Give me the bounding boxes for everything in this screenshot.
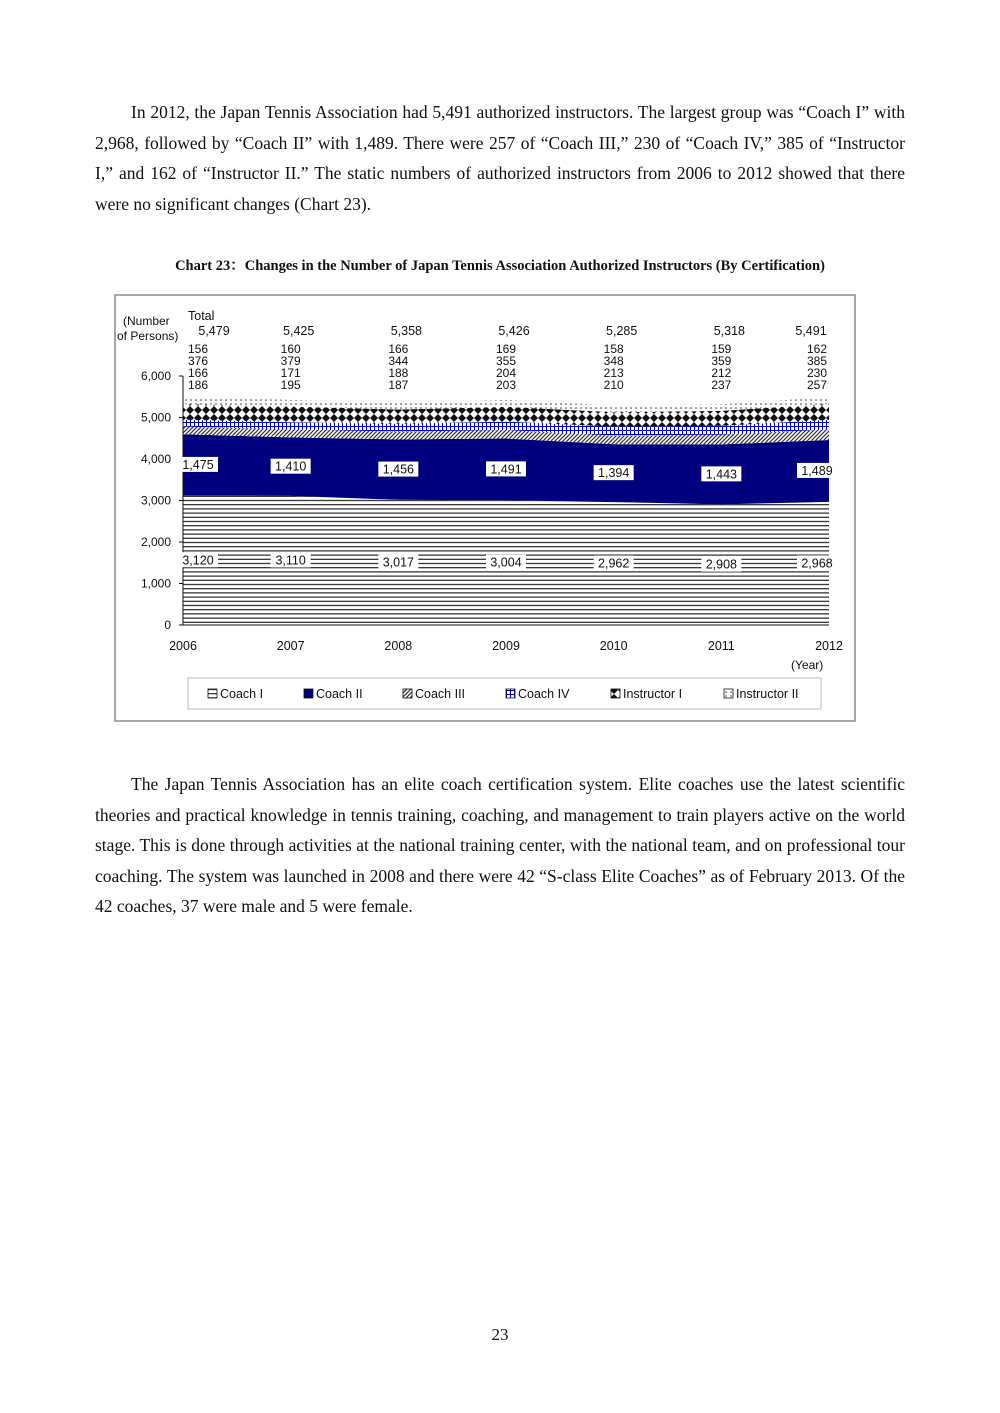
total-value-label: 5,491 xyxy=(795,324,827,338)
value-label-coach-iv: 166 xyxy=(187,366,209,380)
value-label-instructor-ii: 162 xyxy=(806,342,828,356)
y-tick-label: 6,000 xyxy=(140,369,171,383)
legend-label-coach-i: Coach I xyxy=(220,687,264,701)
legend-swatch-coach-iv xyxy=(506,689,515,698)
legend-swatch-instructor-ii xyxy=(724,689,733,698)
value-label-coach-iii: 210 xyxy=(603,378,624,392)
value-label-coach-iii: 187 xyxy=(388,378,409,392)
value-label-coach-i: 2,968 xyxy=(801,556,833,571)
value-label-coach-i: 3,110 xyxy=(275,553,306,568)
value-label-instructor-ii: 166 xyxy=(388,342,409,356)
series-areas xyxy=(183,397,829,625)
value-label-coach-i: 2,962 xyxy=(598,556,630,571)
value-label-coach-ii: 1,489 xyxy=(801,463,833,478)
value-label-instructor-ii: 158 xyxy=(603,342,624,356)
legend-swatch-coach-ii xyxy=(304,689,313,698)
value-label-coach-ii: 1,491 xyxy=(490,462,522,477)
value-label-instructor-i: 376 xyxy=(187,354,209,368)
value-label-coach-iv: 212 xyxy=(711,366,732,380)
value-label-coach-iv: 213 xyxy=(603,366,624,380)
y-tick-label: 4,000 xyxy=(140,452,171,466)
value-label-coach-ii: 1,410 xyxy=(275,459,307,474)
value-label-coach-i: 3,004 xyxy=(490,555,522,570)
value-label-instructor-ii: 169 xyxy=(495,342,517,356)
value-label-instructor-ii: 156 xyxy=(187,342,209,356)
legend-label-coach-ii: Coach II xyxy=(316,687,363,701)
x-tick-label: 2011 xyxy=(707,639,735,653)
total-value-label: 5,285 xyxy=(606,324,638,338)
total-value-label: 5,479 xyxy=(198,324,230,338)
total-labels xyxy=(198,324,826,338)
value-label-instructor-i: 359 xyxy=(711,354,732,368)
total-label: Total xyxy=(188,309,215,323)
total-value-label: 5,358 xyxy=(390,324,422,338)
value-label-instructor-i: 348 xyxy=(603,354,624,368)
legend-swatch-coach-i xyxy=(208,689,217,698)
value-label-coach-iv: 171 xyxy=(280,366,301,380)
legend-label-coach-iv: Coach IV xyxy=(518,687,570,701)
x-tick-label: 2006 xyxy=(169,639,197,653)
value-label-coach-iii: 257 xyxy=(806,378,828,392)
elite-coach-paragraph: The Japan Tennis Association has an elite coach certification system. Elite coaches use the latest scientific theories and practical knowledge in tennis training, coaching, and management to train players active on the world stage. This is done through activities at the national training center, with the national team, and on professional tour coaching. The system was launched in 2008 and there were 42 “S-class Elite Coaches” as of February 2013. Of the 42 coaches, 37 were male and 5 were female. xyxy=(95,774,905,916)
value-label-coach-iii: 237 xyxy=(711,378,732,392)
legend-swatch-instructor-i xyxy=(611,689,620,698)
value-label-coach-i: 2,908 xyxy=(705,557,737,572)
legend-label-instructor-i: Instructor I xyxy=(623,687,683,701)
value-label-coach-i: 3,120 xyxy=(182,553,214,568)
y-tick-label: 0 xyxy=(164,618,171,632)
value-label-coach-ii: 1,394 xyxy=(598,466,630,481)
value-label-instructor-ii: 160 xyxy=(280,342,301,356)
y-axis-label-line1: (Number xyxy=(123,314,170,328)
x-tick-label: 2007 xyxy=(276,639,305,653)
stacked-area-chart xyxy=(114,294,856,722)
y-tick-label: 2,000 xyxy=(140,535,171,549)
value-label-coach-iv: 188 xyxy=(388,366,409,380)
value-label-coach-iii: 186 xyxy=(187,378,209,392)
x-tick-label: 2009 xyxy=(492,639,520,653)
value-label-instructor-i: 385 xyxy=(806,354,828,368)
value-label-instructor-i: 379 xyxy=(280,354,301,368)
value-label-instructor-i: 344 xyxy=(388,354,409,368)
legend-label-coach-iii: Coach III xyxy=(415,687,466,701)
value-label-instructor-ii: 159 xyxy=(711,342,732,356)
x-tick-label: 2008 xyxy=(384,639,413,653)
value-label-coach-iv: 230 xyxy=(806,366,828,380)
chart-title: Chart 23：Changes in the Number of Japan Tennis Association Authorized Instructors (By Certification) xyxy=(175,258,825,274)
value-label-coach-ii: 1,456 xyxy=(382,462,414,477)
total-value-label: 5,425 xyxy=(283,324,315,338)
intro-paragraph: In 2012, the Japan Tennis Association had 5,491 authorized instructors. The largest group was “Coach I” with 2,968, followed by “Coach II” with 1,489. There were 257 of “Coach III,” 230 of “Coach IV,” 385 of “Instructor I,” and 162 of “Instructor II.” The static numbers of authorized instructors from 2006 to 2012 showed that there were no significant changes (Chart 23). xyxy=(95,102,905,214)
y-tick-label: 3,000 xyxy=(140,493,171,508)
value-label-coach-i: 3,017 xyxy=(382,555,414,570)
value-label-coach-iii: 195 xyxy=(280,378,301,392)
legend-label-instructor-ii: Instructor II xyxy=(736,687,799,701)
x-tick-label: 2010 xyxy=(599,639,628,653)
total-value-label: 5,426 xyxy=(498,324,530,338)
value-label-coach-ii: 1,475 xyxy=(182,457,214,472)
total-value-label: 5,318 xyxy=(713,324,745,338)
value-label-coach-iv: 204 xyxy=(495,366,517,380)
value-label-instructor-i: 355 xyxy=(495,354,517,368)
value-label-coach-iii: 203 xyxy=(495,378,517,392)
y-axis-label-line2: of Persons) xyxy=(117,329,179,343)
y-tick-label: 5,000 xyxy=(140,410,171,425)
y-tick-label: 1,000 xyxy=(140,576,171,591)
value-label-coach-ii: 1,443 xyxy=(705,467,737,482)
x-ticks xyxy=(169,639,843,653)
page-number: 23 xyxy=(491,1325,509,1344)
x-tick-label: 2012 xyxy=(815,639,843,653)
y-ticks xyxy=(141,369,183,632)
x-axis-label: (Year) xyxy=(791,658,824,672)
legend-swatch-coach-iii xyxy=(403,689,412,698)
